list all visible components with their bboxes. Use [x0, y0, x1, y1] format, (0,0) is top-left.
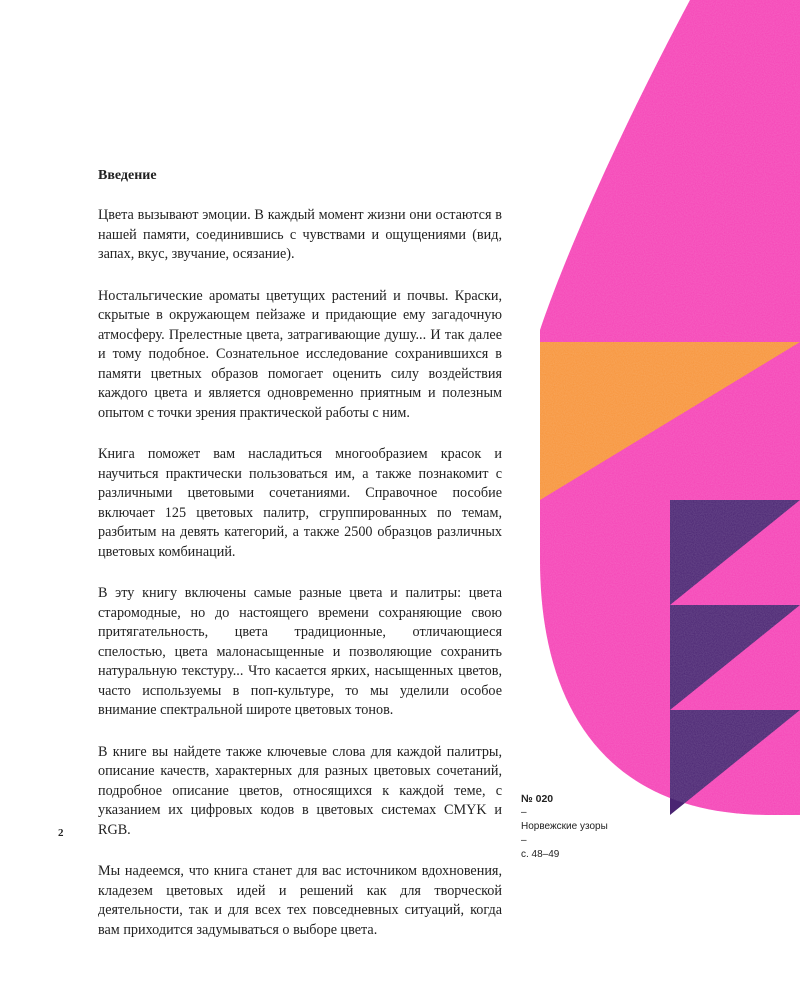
illustration-caption: [521, 792, 661, 862]
caption-palette-title: Норвежские узоры: [521, 821, 608, 832]
caption-palette-number: № 020: [521, 793, 554, 805]
caption-page-range: с. 48–49: [521, 849, 560, 860]
paragraph: В эту книгу включены самые разные цвета и палитры: цвета старомодные, но до настоящего времени сохраняющие свою притягательность, цвета традиционные, отличающиеся спелостью, цвета малонасыщенные и позволяющие сохранить натуральную текстуру... Что касается ярких, насыщенных цветов, часто используемы в поп-культуре, то мы уделили особое внимание спектральной широте цветовых тонов.: [98, 585, 502, 718]
paragraph: Книга поможет вам насладиться многообразием красок и научиться практически пользоваться им, а также познакомит с различными цветовыми сочетаниями. Справочное пособие включает 125 цветовых палитр, сгруппированных по темам, разбитым на девять категорий, а также 2500 образцов различных цветовых комбинаций.: [98, 446, 502, 560]
page-number: 2: [58, 827, 64, 839]
paragraph: Ностальгические ароматы цветущих растений и почвы. Краски, скрытые в окружающем пейзаже и придающие ему загадочную атмосферу. Прелестные цвета, затрагивающие душу... И так далее и тому подобное. Сознательное исследование сохранившихся в памяти цветных образов помогает оценить силу воздействия каждого цвета и является одновременно приятным и полезным опытом с точки зрения практической работы с ним.: [98, 287, 502, 421]
body-text: [98, 206, 502, 962]
caption-separator: –: [521, 807, 527, 818]
caption-separator: –: [521, 835, 527, 846]
paragraph: Цвета вызывают эмоции. В каждый момент жизни они остаются в нашей памяти, соединившись с чувствами и ощущениями (вид, запах, вкус, звучание, осязание).: [98, 207, 502, 262]
page-heading: Введение: [98, 168, 157, 183]
paragraph: Мы надеемся, что книга станет для вас источником вдохновения, кладезем цветовых идей и решений как для творческой деятельности, так и для всех тех повседневных ситуаций, когда вам приходится задумываться о выборе цвета.: [98, 863, 502, 938]
paragraph: В книге вы найдете также ключевые слова для каждой палитры, описание качеств, характерных для разных цветовых сочетаний, подробное описание цветов, относящихся к каждой теме, с указанием их цифровых кодов в цветовых системах CMYK и RGB.: [98, 743, 502, 838]
paper-texture-overlay: [540, 0, 800, 815]
